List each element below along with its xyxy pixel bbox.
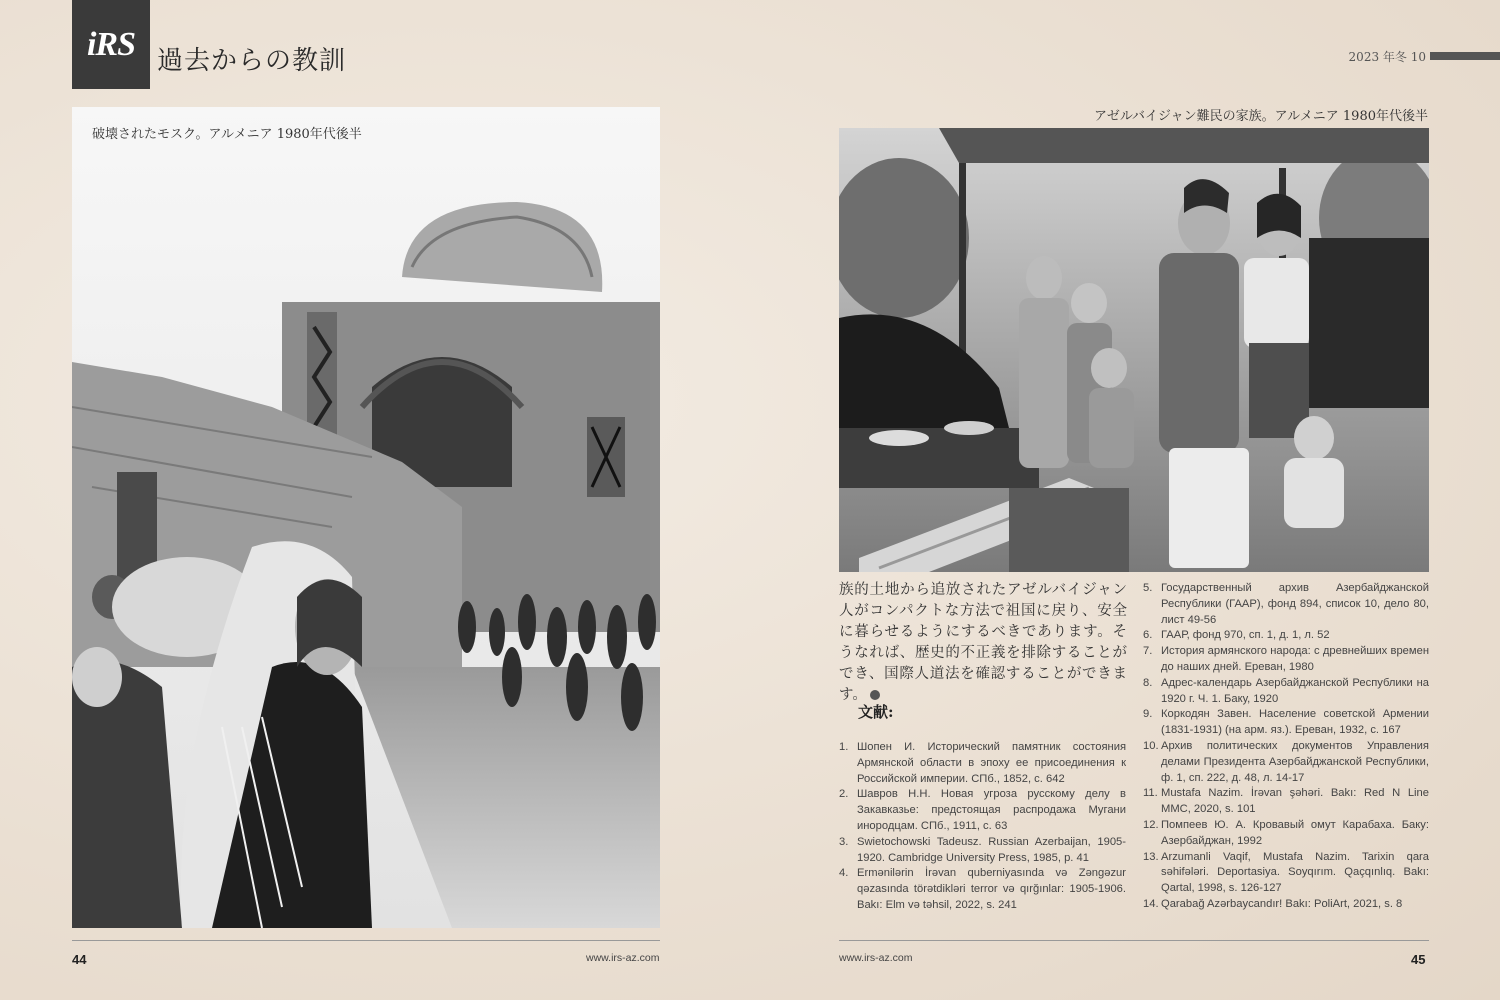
- reference-number: 1.: [839, 741, 849, 753]
- reference-item: [839, 835, 1126, 867]
- reference-item: [839, 740, 1126, 787]
- logo-text: iRS: [86, 25, 136, 63]
- reference-number: 4.: [839, 867, 849, 880]
- reference-number: 9.: [1143, 708, 1153, 721]
- reference-text: Arzumanli Vaqif, Mustafa Nazim. Tarixin qara səhifələri. Deportasiya. Soyqırım. Qaçqınlıq. Bakı: Qartal, 1998, s. 126-127: [1161, 850, 1429, 895]
- left-photo-caption: 破壊されたモスク。アルメニア 1980年代後半: [92, 127, 362, 142]
- magazine-logo: [72, 0, 150, 89]
- reference-number: 11.: [1143, 787, 1158, 800]
- reference-item: [1143, 739, 1429, 786]
- references-list-col1: [839, 740, 1126, 914]
- reference-text: История армянского народа: с древнейших времен до наших дней. Ереван, 1980: [1161, 645, 1429, 673]
- reference-text: Шопен И. Исторический памятник состояния Армянской области в эпоху ее присоединения к Российской империи. СПб., 1852, с. 642: [857, 741, 1126, 785]
- left-page-number: 44: [72, 952, 87, 967]
- reference-item: [1143, 676, 1429, 708]
- reference-text: Архив политических документов Управления делами Президента Азербайджанской Республики, ф. 1, сп. 222, д. 48, л. 14-17: [1161, 739, 1429, 784]
- reference-number: 13.: [1143, 850, 1159, 863]
- right-footer-rule: [839, 940, 1429, 941]
- reference-item: [1143, 644, 1429, 676]
- reference-text: Помпеев Ю. А. Кровавый омут Карабаха. Баку: Азербайджан, 1992: [1161, 818, 1429, 847]
- left-footer-rule: [72, 940, 660, 941]
- reference-text: Коркодян Завен. Население советской Армении (1831-1931) (на арм. яз.). Ереван, 1932, с. 167: [1161, 708, 1429, 737]
- references-list-col2: [1143, 581, 1429, 913]
- reference-number: 7.: [1143, 645, 1153, 658]
- right-website-link[interactable]: www.irs-az.com: [839, 952, 913, 964]
- right-page-number: 45: [1411, 952, 1426, 967]
- mosque-photo: [72, 107, 660, 928]
- reference-number: 14.: [1143, 897, 1159, 910]
- reference-item: [1143, 581, 1429, 628]
- reference-item: [1143, 850, 1429, 897]
- references-heading: 文献:: [858, 703, 894, 721]
- reference-number: 3.: [839, 835, 849, 848]
- reference-text: Ermənilərin İrəvan quberniyasında və Zəngəzur qəzasında törətdikləri terror və qırğınlar: 1905-1906. Bakı: Elm və təhsil, 2022, s. 241: [857, 867, 1126, 911]
- reference-text: Шавров Н.Н. Новая угроза русскому делу в Закавказье: предстоящая распродажа Мугани инородцам. СПб., 1911, с. 63: [857, 788, 1126, 832]
- left-website-link[interactable]: www.irs-az.com: [586, 952, 660, 964]
- reference-text: Swietochowski Tadeusz. Russian Azerbaijan, 1905-1920. Cambridge University Press, 1985, p. 41: [857, 835, 1126, 864]
- end-mark-icon: [870, 690, 880, 700]
- reference-text: Mustafa Nazim. İrəvan şəhəri. Bakı: Red N Line MMC, 2020, s. 101: [1161, 787, 1429, 816]
- issue-bar: [1430, 52, 1500, 60]
- reference-number: 2.: [839, 788, 849, 801]
- reference-item: [1143, 628, 1429, 644]
- reference-item: [1143, 818, 1429, 850]
- refugee-family-photo: [839, 128, 1429, 572]
- reference-text: Государственный архив Азербайджанской Республики (ГААР), фонд 894, список 10, дело 80, лист 49-56: [1161, 582, 1429, 626]
- issue-label: 2023 年冬 10: [1348, 50, 1426, 64]
- reference-text: Адрес-календарь Азербайджанской Республики на 1920 г. Ч. 1. Баку, 1920: [1161, 676, 1429, 705]
- reference-number: 6.: [1143, 629, 1153, 642]
- reference-item: [1143, 897, 1429, 913]
- reference-item: [839, 866, 1126, 913]
- reference-text: Qarabağ Azərbaycandır! Bakı: PoliArt, 2021, s. 8: [1161, 897, 1403, 910]
- reference-number: 10.: [1143, 739, 1159, 752]
- reference-item: [1143, 707, 1429, 739]
- right-photo-caption: アゼルバイジャン難民の家族。アルメニア 1980年代後半: [1093, 109, 1428, 124]
- reference-number: 12.: [1143, 818, 1159, 831]
- section-title: 過去からの教訓: [157, 46, 347, 76]
- reference-number: 5.: [1143, 582, 1153, 594]
- reference-item: [1143, 786, 1429, 818]
- article-body-text: [839, 580, 1127, 706]
- article-paragraph: 族的土地から追放されたアゼルバイジャン人がコンパクトな方法で祖国に戻り、安全に暮らせるようにするべきであります。そうなれば、歴史的不正義を排除することができ、国際人道法を確認することができます。: [839, 582, 1127, 703]
- reference-item: [839, 787, 1126, 834]
- reference-text: ГААР, фонд 970, сп. 1, д. 1, л. 52: [1161, 629, 1330, 642]
- reference-number: 8.: [1143, 676, 1153, 689]
